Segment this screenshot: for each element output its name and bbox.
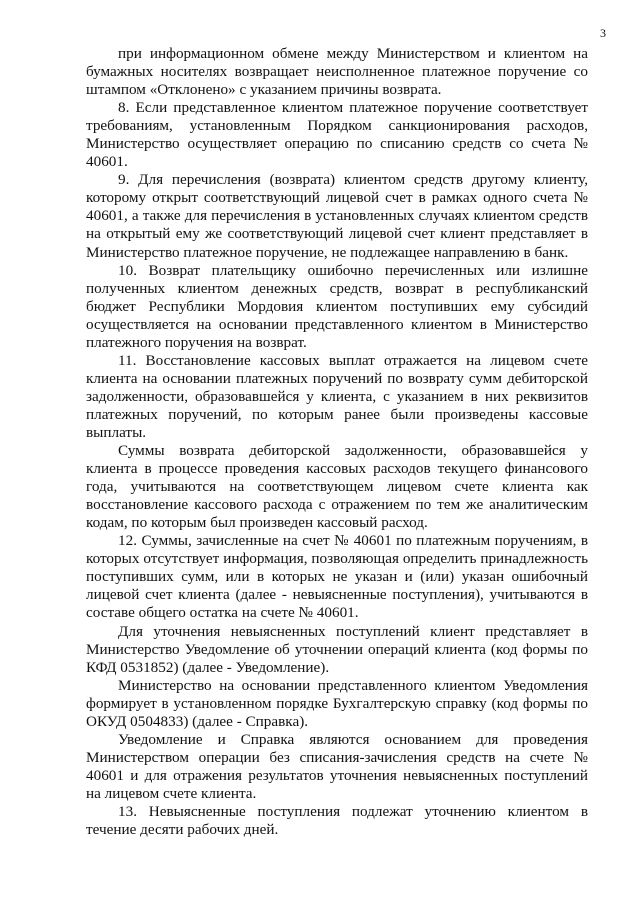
document-body — [86, 45, 588, 839]
paragraph-12-notification: Для уточнения невыясненных поступлений клиент представляет в Министерство Уведомление об уточнении операций клиента (код формы по КФД 0531852) (далее - Уведомление). — [86, 622, 588, 676]
paragraph-13: 13. Невыясненные поступления подлежат уточнению клиентом в течение десяти рабочих дней. — [86, 802, 588, 839]
paragraph-11-debt-return: Суммы возврата дебиторской задолженности, образовавшейся у клиента в процессе проведения кассовых расходов текущего финансового года, учитываются на соответствующем лицевом счете клиента как восстановление кассового расхода с отражением по тем же аналитическим кодам, по которым был произведен кассовый расход. — [86, 442, 588, 532]
paragraph-12: 12. Суммы, зачисленные на счет № 40601 по платежным поручениям, в которых отсутствует информация, позволяющая определить принадлежность поступивших сумм, или в которых не указан и (или) указан ошибочный лицевой счет клиента (далее - невыясненные поступления), учитываются в составе общего остатка на счете № 40601. — [86, 532, 588, 622]
paragraph-10: 10. Возврат плательщику ошибочно перечисленных или излишне полученных клиентом денежных средств, возврат в республиканский бюджет Республики Мордовия клиентом поступивших ему субсидий осуществляется на основании представленного клиентом в Министерство платежного поручения на возврат. — [86, 261, 588, 351]
paragraph-12-basis: Уведомление и Справка являются основанием для проведения Министерством операции без списания-зачисления средств на счете № 40601 и для отражения результатов уточнения невыясненных поступлений на лицевом счете клиента. — [86, 730, 588, 802]
page-number: 3 — [600, 26, 606, 40]
paragraph-8: 8. Если представленное клиентом платежное поручение соответствует требованиям, установленным Порядком санкционирования расходов, Министерство осуществляет операцию по списанию средств со счета № 40601. — [86, 99, 588, 171]
paragraph-11: 11. Восстановление кассовых выплат отражается на лицевом счете клиента на основании платежных поручений по возврату сумм дебиторской задолженности, образовавшейся у клиента, с указанием в них реквизитов платежных поручений, по которым ранее были произведены кассовые выплаты. — [86, 351, 588, 441]
paragraph-12-certificate: Министерство на основании представленного клиентом Уведомления формирует в установленном порядке Бухгалтерскую справку (код формы по ОКУД 0504833) (далее - Справка). — [86, 676, 588, 730]
paragraph-9: 9. Для перечисления (возврата) клиентом средств другому клиенту, которому открыт соответствующий лицевой счет в рамках одного счета № 40601, а также для перечисления в установленных случаях клиентом средств на открытый ему же соответствующий лицевой счет клиент представляет в Министерство платежное поручение, не подлежащее направлению в банк. — [86, 171, 588, 261]
paragraph-continuation: при информационном обмене между Министерством и клиентом на бумажных носителях возвращает неисполненное платежное поручение со штампом «Отклонено» с указанием причины возврата. — [86, 45, 588, 99]
